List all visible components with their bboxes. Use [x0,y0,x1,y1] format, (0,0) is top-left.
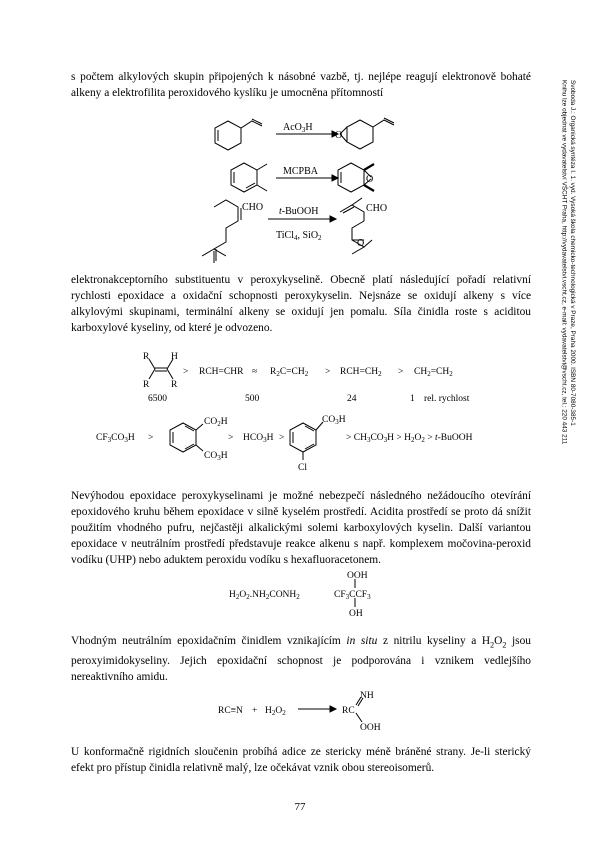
gt-1: > [183,367,189,377]
plus-sign: + [252,706,258,716]
substituent-r-3: R [171,380,178,390]
sidebar-citation-line-2: Knihu lze objednat ve vydavatelství VŠCHT Praha, http://vydavatelstvi.vscht.cz, e-mail: vydavatelstvi@vscht.cz, tel.: 220 443 211 [560,80,568,445]
peracid-hco3h: $HCO_3H$ [243,433,274,444]
paragraph-4: Vhodným neutrálním epoxidačním činidlem vznikajícím in situ z nitrilu kyseliny a $H_2O_2$ jsou peroxyimidokyseliny. Jejich epoxidační schopnost je podporována i vznikem vedlejšího nereaktivního amidu. [71,635,532,684]
alkene-rchch2: $RCH=CH_2$ [340,367,382,378]
epoxidation-scheme [0,0,600,270]
paragraph-2: elektronakceptorního substituentu v peroxykyselině. Obecně platí následující pořadí relativní rychlosti epoxidace a oxidační schopnosti peroxykyselin. Nejsnáze se oxidují alkeny s více alkylovými skupinami, terminální alkeny se oxidují jen pomalu. Síla činidla roste s aciditou karboxylové kyseliny, od které je odvozeno. [71,274,531,334]
imino-nh: NH [360,691,374,701]
reagent-ticl4-sio2: TiCl$_4$, SiO$_2$ [276,230,322,242]
gt-5: > [228,433,234,443]
group-co3h-mcpba: $CO_3H$ [322,415,346,426]
chloro-substituent: Cl [298,463,307,473]
substituent-h: H [171,352,178,362]
peroxide-adducts [0,566,600,626]
page-number: 77 [294,801,306,813]
aldehyde-cho-1: CHO [242,202,264,213]
reagent-h2o2: $H_2O_2$ [265,706,286,717]
paragraph-4-part-d: jsou peroxyimidokyseliny. Jejich epoxidační schopnost je podporována i vznikem vedlejšího nereaktivního amidu. [71,635,532,684]
epoxide-o-3: O [357,238,365,249]
hfa-oh: OH [349,609,363,619]
paragraph-3: Nevýhodou epoxidace peroxykyselinami je možné nebezpečí následného nežádoucího otevírání epoxidového kruhu během epoxidace v silně kyselém prostředí. Acidita prostředí se proto dá snížit použitím vhodného pufru, nejčastěji alkalickými solemi karboxylových kyselin. Další variantou epoxidace v neutrálním prostředí představuje reakce alkenu s např. komplexem močovina-peroxid vodíku (UHP) nebo aduktem peroxidu vodíku s hexafluoracetonem. [71,490,531,566]
peracid-cf3co3h: $CF_3CO_3H$ [96,433,135,444]
paragraph-5: U konformačně rigidních sloučenin probíhá adice ze stericky méně bráněné strany. Je-li sterický efekt pro přístup činidla relativně malý, lze očekávat vznik obou stereoisomerů. [71,746,531,774]
alkene-rchchr: RCH=CHR [199,367,244,377]
gt-2: > [325,367,331,377]
reagent-tbuooh: t-BuOOH [279,206,319,217]
peroxy-ooh: OOH [360,723,381,733]
nitrile-rcn: RC≡N [218,706,243,716]
imido-rc: RC [342,706,355,716]
paragraph-4-part-b: z nitrilu kyseliny a H [377,635,491,647]
sidebar-citation-line-1: Svoboda J.: Organická syntéza I. 1. vyd. Vysoká škola chemicko-technologická v Praze, Praha 2000. ISBN 80-7080-385-1 [569,80,576,426]
epoxide-o-1: O [335,130,343,141]
group-co2h: $CO_2H$ [204,417,228,428]
reagent-mcpba: MCPBA [283,166,319,177]
gt-4: > [148,433,154,443]
aldehyde-cho-2: CHO [366,203,388,214]
in-situ-italic: in situ [346,635,378,647]
sidebar-citation [559,80,576,444]
paragraph-4-part-c: O [494,635,503,647]
reagent-aco3h: AcO$_3$H [283,122,313,134]
approx-sign: ≈ [252,367,258,377]
alkene-reactivity-order [0,345,600,405]
paragraph-4-part-a: Vhodným neutrálním epoxidačním činidlem vznikajícím [71,635,347,647]
gt-3: > [398,367,404,377]
substituent-r-2: R [143,380,150,390]
hfa-ooh: OOH [347,571,368,581]
alkene-ethylene: $CH_2=CH_2$ [414,367,453,378]
peroxyimidic-acid-scheme [0,692,600,742]
rate-value-2: 500 [245,394,260,404]
group-co3h: $CO_3H$ [204,451,228,462]
rate-unit-label: rel. rychlost [424,394,470,404]
epoxide-o-2: O [366,174,374,185]
uhp-formula: $H_2O_2.NH_2CONH_2$ [229,590,300,601]
gt-6: > [279,433,285,443]
rate-value-4: 1 [410,394,415,404]
hfa-cf3ccf3: $CF_3CCF_3$ [334,590,371,601]
peracid-reactivity-order [0,410,600,480]
peracid-ch3co3h: > $CH_3CO_3H > H_2O_2$ > t-BuOOH [346,433,473,444]
alkene-r2cch2: $R_2C=CH_2$ [270,367,309,378]
substituent-r-1: R [143,352,150,362]
rate-value-1: 6500 [148,394,167,404]
rate-value-3: 24 [347,394,357,404]
paragraph-1: s počtem alkylových skupin připojených k násobné vazbě, tj. nejlépe reagují elektronově bohaté alkeny a elektrofilita peroxidového kyslíku je umocněna přítomností [71,71,531,99]
